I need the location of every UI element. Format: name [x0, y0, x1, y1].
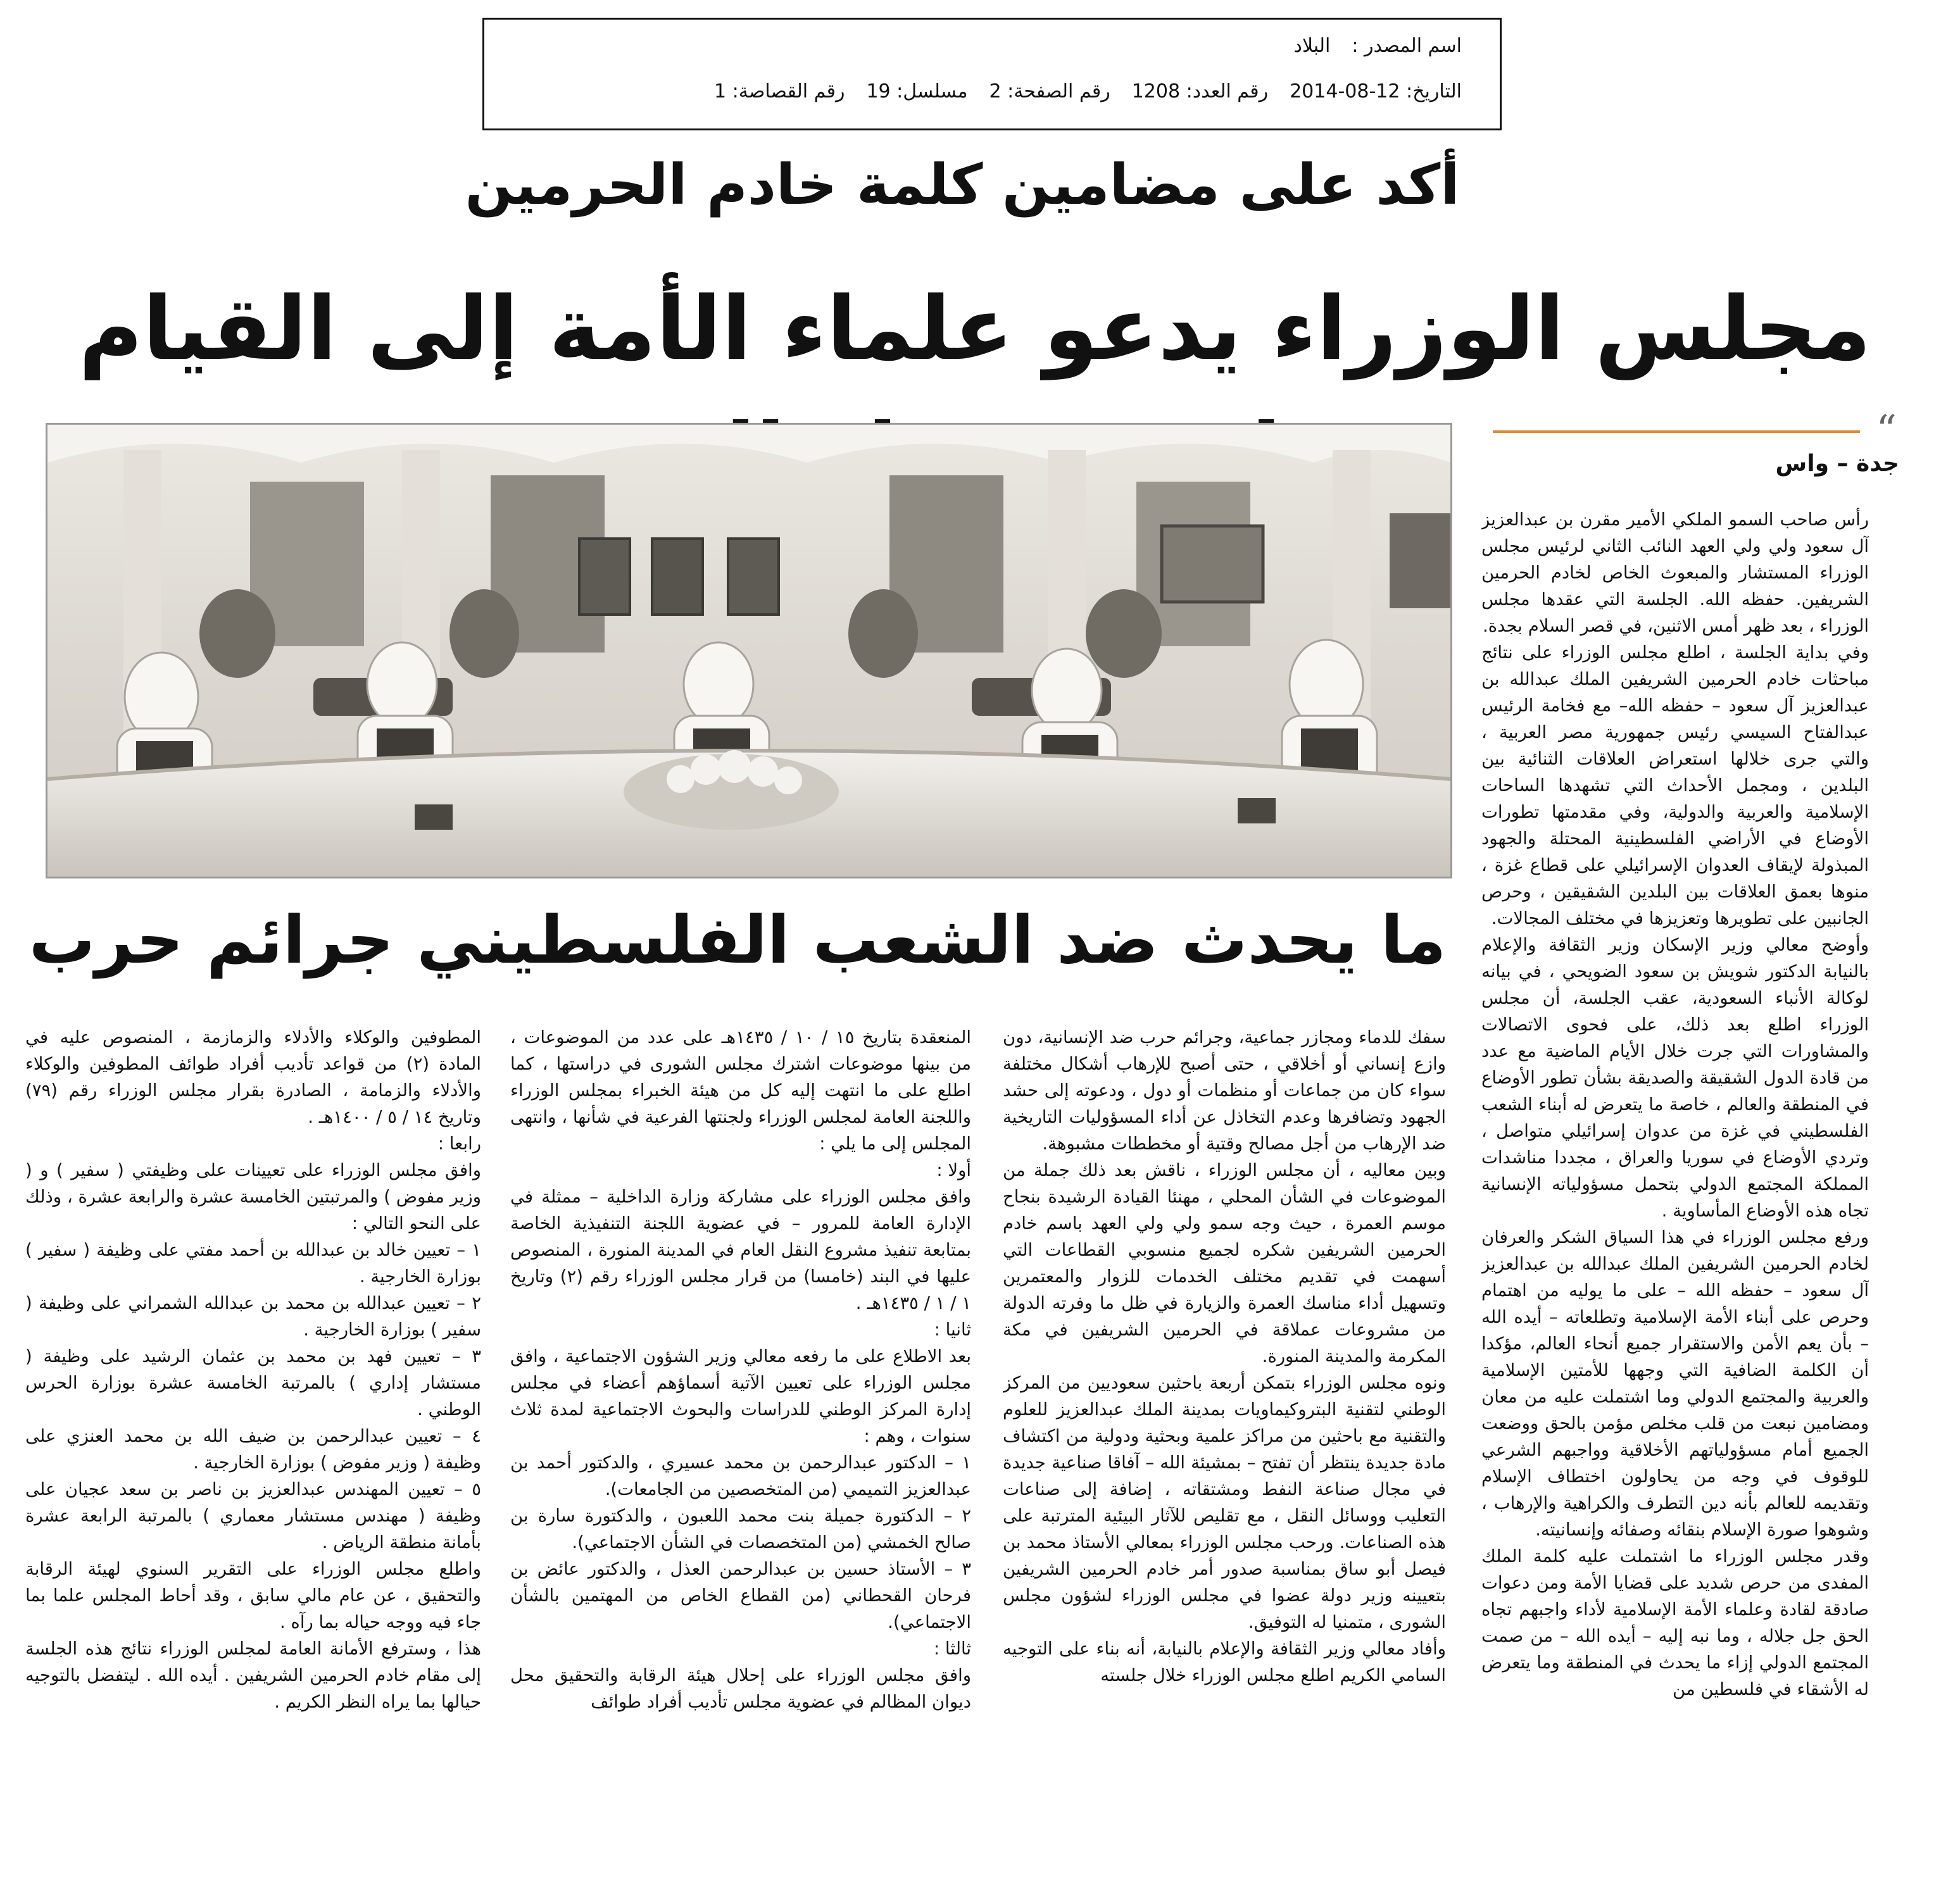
paragraph: بعد الاطلاع على ما رفعه معالي وزير الشؤون الاجتماعية ، وافق مجلس الوزراء على تعيين الآتية أسماؤهم أعضاء في مجلس إدارة المركز الوطني للدراسات والبحوث الاجتماعية لمدة ثلاث سنوات ، وهم : [510, 1346, 971, 1446]
paragraph: وبين معاليه ، أن مجلس الوزراء ، ناقش بعد ذلك جملة من الموضوعات في الشأن المحلي ، مهنئا القيادة الرشيدة بنجاح موسم العمرة ، حيث وجه سمو ولي ولي العهد باسم خادم الحرمين الشريفين شكره لجميع منسوبي القطاعات التي أسهمت في تقديم مختلف الخدمات للزوار والمعتمرين وتسهيل أداء مناسك العمرة والزيارة في ظل ما وفرته الدولة من مشروعات عملاقة في الحرمين الشريفين في مكة المكرمة والمدينة المنورة. [1003, 1160, 1446, 1366]
list-item: ٢ – الدكتورة جميلة بنت محمد اللعبون ، والدكتورة سارة بن صالح الخمشي (من المتخصصات في الشأن الاجتماعي). [510, 1506, 971, 1553]
section-heading: ثالثا : [933, 1639, 971, 1659]
date-field: التاريخ: 12-08-2014 [1290, 80, 1462, 103]
paragraph: المطوفين والوكلاء والأدلاء والزمازمة ، المنصوص عليه في المادة (٢) من قواعد تأديب أفراد طوائف المطوفين والوكلاء والأدلاء والزمامة ، الصادرة بقرار مجلس الوزراء رقم (٧٩) وتاريخ ١٤ / ٥ / ١٤٠٠هـ . [25, 1027, 481, 1127]
publication-row [714, 80, 1462, 103]
accent-rule [1493, 430, 1860, 433]
article-column-3 [510, 1024, 971, 1885]
paragraph: وافق مجلس الوزراء على تعيينات على وظيفتي ( سفير ) و ( وزير مفوض ) والمرتبتين الخامسة عشرة والرابعة عشرة ، وذلك على النحو التالي : [25, 1160, 481, 1234]
quote-mark-icon: “ [1876, 407, 1897, 454]
article-subheadline: ما يحدث ضد الشعب الفلسطيني جرائم حرب [28, 901, 1447, 978]
clip-field: رقم القصاصة: 1 [714, 80, 845, 103]
article-headline: مجلس الوزراء يدعو علماء الأمة إلى القيام [79, 278, 1871, 380]
article-column-2 [1003, 1024, 1446, 1885]
source-info-box [482, 18, 1502, 130]
list-item: ٣ – الأستاذ حسين بن عبدالرحمن العذل ، والدكتور عائض بن فرحان القحطاني (من القطاع الخاص من المهتمين بالشأن الاجتماعي). [510, 1559, 971, 1632]
article-kicker: أكد على مضامين كلمة خادم الحرمين [465, 152, 1460, 217]
paragraph: وقدر مجلس الوزراء ما اشتملت عليه كلمة الملك المفدى من حرص شديد على قضايا الأمة ومن دعوات صادقة لقادة وعلماء الأمة الإسلامية لأداء واجبهم تجاه الحق جل جلاله ، وما نبه إليه – أيده الله – من صمت المجتمع الدولي إزاء ما يحدث في المنطقة وما يتعرض له الأشقاء في فلسطين من [1481, 1546, 1869, 1699]
issue-field: رقم العدد: 1208 [1131, 80, 1269, 103]
paragraph: وافق مجلس الوزراء على إحلال هيئة الرقابة والتحقيق محل ديوان المظالم في عضوية مجلس تأديب أفراد طوائف [510, 1665, 971, 1712]
paragraph: رأس صاحب السمو الملكي الأمير مقرن بن عبدالعزيز آل سعود ولي ولي العهد النائب الثاني لرئيس مجلس الوزراء المستشار والمبعوث الخاص لخادم الحرمين الشريفين. حفظه الله. الجلسة التي عقدها مجلس الوزراء ، بعد ظهر أمس الاثنين، في قصر السلام بجدة. [1481, 509, 1869, 636]
page-field: رقم الصفحة: 2 [989, 80, 1110, 103]
paragraph: وأوضح معالي وزير الإسكان وزير الثقافة والإعلام بالنيابة الدكتور شويش بن سعود الضويحي ، في بيانه لوكالة الأنباء السعودية، عقب الجلسة، أن مجلس الوزراء اطلع بعد ذلك، على فحوى الاتصالات والمشاورات التي جرت خلال الأيام الماضية مع عدد من قادة الدول الشقيقة والصديقة بشأن تطور الأوضاع في المنطقة والعالم ، خاصة ما يتعرض له أبناء الشعب الفلسطيني في غزة من عدوان إسرائيلي متواصل ، وتردي الأوضاع في سوريا والعراق ، مجددا مناشدات المملكة المجتمع الدولي بتحمل مسؤولياته الإنسانية تجاه هذه الأوضاع المأساوية . [1481, 935, 1869, 1221]
list-item: ٢ – تعيين عبدالله بن محمد بن عبدالله الشمراني على وظيفة ( سفير ) بوزارة الخارجية . [25, 1293, 481, 1340]
paragraph: هذا ، وسترفع الأمانة العامة لمجلس الوزراء نتائج هذه الجلسة إلى مقام خادم الحرمين الشريفين . أيده الله . ليتفضل بالتوجيه حيالها بما يراه النظر الكريم . [25, 1639, 481, 1712]
source-row [1218, 35, 1462, 57]
paragraph: المنعقدة بتاريخ ١٥ / ١٠ / ١٤٣٥هـ على عدد من الموضوعات ، من بينها موضوعات اشترك مجلس الشورى في دراستها ، كما اطلع على ما انتهت إليه كل من هيئة الخبراء بمجلس الوزراء واللجنة العامة لمجلس الوزراء ولجنتها الفرعية في شأنها ، وانتهى المجلس إلى ما يلي : [510, 1027, 971, 1154]
serial-field: مسلسل: 19 [866, 80, 968, 103]
meeting-photo [46, 423, 1452, 878]
paragraph: واطلع مجلس الوزراء على التقرير السنوي لهيئة الرقابة والتحقيق ، عن عام مالي سابق ، وقد أحاط المجلس علما بما جاء فيه ووجه حياله بما رآه . [25, 1559, 481, 1632]
source-value: البلاد [1293, 35, 1331, 57]
section-heading: ثانيا : [934, 1320, 971, 1340]
paragraph: وفي بداية الجلسة ، اطلع مجلس الوزراء على نتائج مباحثات خادم الحرمين الشريفين الملك عبدالله بن عبدالعزيز آل سعود – حفظه الله– مع فخامة الرئيس عبدالفتاح السيسي رئيس جمهورية مصر العربية ، والتي جرى خلالها استعراض العلاقات الثنائية بين البلدين ، ومجمل الأحداث التي تشهدها الساحات الإسلامية والعربية والدولية، وفي مقدمتها تطورات الأوضاع في الأراضي الفلسطينية المحتلة والجهود المبذولة لإيقاف العدوان الإسرائيلي على قطاع غزة ، منوها بعمق العلاقات بين البلدين الشقيقين ، وحرص الجانبين على تطويرها وتعزيزها في مختلف المجالات. [1481, 642, 1869, 928]
list-item: ١ – الدكتور عبدالرحمن بن محمد عسيري ، والدكتور أحمد بن عبدالعزيز التميمي (من المتخصصين من الجامعات). [510, 1453, 971, 1499]
paragraph: سفك للدماء ومجازر جماعية، وجرائم حرب ضد الإنسانية، دون وازع إنساني أو أخلاقي ، حتى أصبح للإرهاب أشكال مختلفة سواء كان من جماعات أو منظمات أو دول ، ودعوته إلى حشد الجهود وتضافرها وعدم التخاذل عن أداء المسؤوليات التاريخية ضد الإرهاب من أجل مصالح وقتية أو مخططات مشبوهة. [1003, 1027, 1446, 1154]
list-item: ٣ – تعيين فهد بن محمد بن عثمان الرشيد على وظيفة ( مستشار إداري ) بالمرتبة الخامسة عشرة بوزارة الحرس الوطني . [25, 1346, 481, 1420]
paragraph: وأفاد معالي وزير الثقافة والإعلام بالنيابة، أنه بناء على التوجيه السامي الكريم اطلع مجلس الوزراء خلال جلسته [1003, 1639, 1446, 1685]
list-item: ١ – تعيين خالد بن عبدالله بن أحمد مفتي على وظيفة ( سفير ) بوزارة الخارجية . [25, 1240, 481, 1287]
article-column-1 [1481, 506, 1869, 1880]
section-heading: رابعا : [437, 1134, 481, 1154]
paragraph: وافق مجلس الوزراء على مشاركة وزارة الداخلية – ممثلة في الإدارة العامة للمرور – في عضوية اللجنة التنفيذية الخاصة بمتابعة تنفيذ مشروع النقل العام في المدينة المنورة ، المنصوص عليها في البند (خامسا) من قرار مجلس الوزراء رقم (٢) وتاريخ ١ / ١ / ١٤٣٥هـ . [510, 1187, 971, 1313]
article-dateline: جدة – واس [1775, 451, 1899, 477]
section-heading: أولا : [936, 1160, 971, 1180]
paragraph: ونوه مجلس الوزراء بتمكن أربعة باحثين سعوديين من المركز الوطني لتقنية البتروكيماويات بمدينة الملك عبدالعزيز للعلوم والتقنية مع باحثين من مراكز علمية وبحثية ودولية من اكتشاف مادة جديدة ينتظر أن تفتح – بمشيئة الله – آفاقا صناعية جديدة في مجال صناعة النفط ومشتقاته ، إضافة إلى صناعات التعليب ووسائل النقل ، مع تقليص للآثار البيئية المترتبة على هذه الصناعات. ورحب مجلس الوزراء بمعالي الأستاذ محمد بن فيصل أبو ساق بمناسبة صدور أمر خادم الحرمين الشريفين بتعيينه وزير دولة عضوا في مجلس الوزراء لشؤون مجلس الشورى ، متمنيا له التوفيق. [1003, 1373, 1446, 1632]
article-column-4 [25, 1024, 481, 1885]
list-item: ٥ – تعيين المهندس عبدالعزيز بن ناصر بن سعد عجيان على وظيفة ( مهندس مستشار معماري ) بالمرتبة الرابعة عشرة بأمانة منطقة الرياض . [25, 1479, 481, 1553]
list-item: ٤ – تعيين عبدالرحمن بن ضيف الله بن محمد العنزي على وظيفة ( وزير مفوض ) بوزارة الخارجية . [25, 1426, 481, 1473]
paragraph: ورفع مجلس الوزراء في هذا السياق الشكر والعرفان لخادم الحرمين الشريفين الملك عبدالله بن عبدالعزيز آل سعود – حفظه الله – على ما يوليه من اهتمام وحرص على أبناء الأمة الإسلامية وتطلعاته – أيده الله – بأن يعم الأمن والاستقرار جميع أنحاء العالم، مؤكدا أن الكلمة الضافية التي وجهها للأمتين الإسلامية والعربية والمجتمع الدولي وما اشتملت عليه من معان ومضامين نبعت من قلب مخلص مؤمن بالحق ووضعت الجميع أمام مسؤولياتهم الأخلاقية وواجبهم الشرعي للوقوف في وجه من يحاولون اختطاف الإسلام وتقديمه للعالم بأنه دين التطرف والكراهية والإرهاب ، وشوهوا صورة الإسلام بنقائه وصفائه وإنسانيته. [1481, 1227, 1869, 1540]
source-label: اسم المصدر : [1352, 35, 1462, 57]
